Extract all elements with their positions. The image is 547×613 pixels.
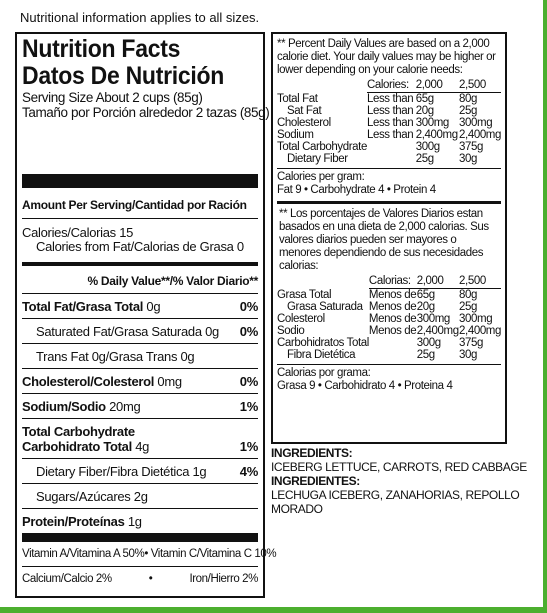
nutrient-label: Total Fat/Grasa Total 0g xyxy=(22,299,161,314)
daily-values-footnote-panel xyxy=(271,32,507,444)
table-row: Sodio Menos de 2,400mg 2,400mg xyxy=(277,325,501,337)
table-row: Colesterol Menos de 300mg 300mg xyxy=(277,313,493,325)
calories: Calories/Calorias 15 xyxy=(22,225,134,240)
footnote-english: ** Percent Daily Values are based on a 2,000 calorie diet. Your daily values may be higher or lower depending on your calorie needs: xyxy=(277,38,496,76)
minerals-row xyxy=(22,567,258,591)
table-row: Cholesterol Less than 300mg 300mg xyxy=(277,117,493,129)
nutrient-percent: 0% xyxy=(239,324,258,339)
iron: Iron/Hierro 2% xyxy=(189,573,258,585)
table-row: Carbohidratos Total 300g 375g xyxy=(277,337,484,349)
nutrient-label: Sodium/Sodio 20mg xyxy=(22,399,141,414)
table-row: Total Fat Less than 65g 80g xyxy=(277,92,478,105)
bullet-separator: • xyxy=(148,573,153,585)
nutrient-row-protein xyxy=(22,509,258,542)
nutrient-percent: 1% xyxy=(239,399,258,414)
table-row: Grasa Saturada Menos de 20g 25g xyxy=(287,301,478,313)
table-row: Sat Fat Less than 20g 25g xyxy=(287,105,478,117)
nutrient-label: Cholesterol/Colesterol 0mg xyxy=(22,374,182,389)
nutrient-row-cholesterol xyxy=(22,369,258,394)
calcium: Calcium/Calcio 2% xyxy=(22,573,112,585)
table-row: Total Carbohydrate 300g 375g xyxy=(277,141,484,153)
nutrient-label: Trans Fat 0g/Grasa Trans 0g xyxy=(36,349,195,364)
ingredients-heading-english: INGREDIENTS: xyxy=(271,446,353,460)
nutrient-row-total-carbohydrate xyxy=(22,419,258,459)
vitamins-row xyxy=(22,542,277,567)
table-row: Grasa Total Menos de 65g 80g xyxy=(277,288,478,301)
ingredients-heading-spanish: INGREDIENTES: xyxy=(271,474,360,488)
nutrient-percent: 4% xyxy=(239,464,258,479)
nutrient-percent: 0% xyxy=(239,374,258,389)
calories-per-gram-label-spanish: Calorias por grama: xyxy=(277,364,501,380)
daily-values-table-english: Calories: 2,000 2,500 Total Fat Less than 65g 80g Sat Fat Less than 20g 25g Cholesterol Less than 300mg 300mg Sodium Less than 2,400mg 2,400mg Total Carbohydrate 300g 375g Dietary Fiber 25g 30g xyxy=(277,79,501,165)
footnote-spanish: ** Los porcentajes de Valores Diarios estan basados en una dieta de 2,000 calorias. Sus valores diarios pueden ser mayores o menores dependiendo de sus necesidades calorias: xyxy=(279,208,489,272)
table-row: Dietary Fiber 25g 30g xyxy=(287,153,478,165)
daily-value-header: % Daily Value**/% Valor Diario** xyxy=(22,262,258,294)
title-english: Nutrition Facts xyxy=(22,35,181,63)
nutrient-row-sugars xyxy=(22,484,258,509)
table-row: Sodium Less than 2,400mg 2,400mg xyxy=(277,129,501,141)
ingredients-list-spanish: LECHUGA ICEBERG, ZANAHORIAS, REPOLLO MORADO xyxy=(271,488,520,516)
nutrient-row-saturated-fat xyxy=(22,319,258,344)
daily-values-table-spanish: Calorias: 2,000 2,500 Grasa Total Menos de 65g 80g Grasa Saturada Menos de 20g 25g Colesterol Menos de 300mg 300mg Sodio Menos de 2,400mg 2,400mg Carbohidratos Total 300g 375g Fibra Dietética 25g 30g xyxy=(277,275,501,361)
nutrient-label: Sugars/Azúcares 2g xyxy=(36,489,148,504)
title-spanish: Datos De Nutrición xyxy=(22,62,225,90)
vitamin-c: • Vitamin C/Vitamina C 10% xyxy=(144,548,277,560)
serving-size-spanish: Tamaño por Porción alrededor 2 tazas (85g) xyxy=(22,105,270,120)
nutrient-label: Total Carbohydrate Carbohidrato Total 4g xyxy=(22,424,150,454)
calories-per-gram-label-english: Calories per gram: xyxy=(277,168,501,184)
vitamin-a: Vitamin A/Vitamina A 50% xyxy=(22,548,145,560)
nutrient-row-trans-fat xyxy=(22,344,258,369)
nutrient-row-total-fat xyxy=(22,294,258,319)
nutrient-percent: 1% xyxy=(239,439,258,454)
table-row: Fibra Dietética 25g 30g xyxy=(287,349,478,361)
amount-per-serving: Amount Per Serving/Cantidad por Ración xyxy=(22,188,258,219)
ingredients-section xyxy=(271,446,541,516)
serving-size-english: Serving Size About 2 cups (85g) xyxy=(22,90,203,105)
nutrient-label: Protein/Proteínas 1g xyxy=(22,514,142,529)
nutrient-row-dietary-fiber xyxy=(22,459,258,484)
applies-note: Nutritional information applies to all sizes. xyxy=(20,10,260,25)
nutrient-label: Saturated Fat/Grasa Saturada 0g xyxy=(36,324,219,339)
calories-per-gram-english: Fat 9 • Carbohydrate 4 • Protein 4 xyxy=(277,184,501,204)
nutrition-facts-panel xyxy=(15,32,277,598)
calories-per-gram-spanish: Grasa 9 • Carbohidrato 4 • Proteina 4 xyxy=(277,380,453,392)
calories-from-fat: Calories from Fat/Calorias de Grasa 0 xyxy=(36,239,244,254)
ingredients-list-english: ICEBERG LETTUCE, CARROTS, RED CABBAGE xyxy=(271,460,527,474)
nutrient-row-sodium xyxy=(22,394,258,419)
thick-divider xyxy=(22,174,258,188)
nutrient-percent: 0% xyxy=(239,299,258,314)
nutrient-label: Dietary Fiber/Fibra Dietética 1g xyxy=(36,464,207,479)
